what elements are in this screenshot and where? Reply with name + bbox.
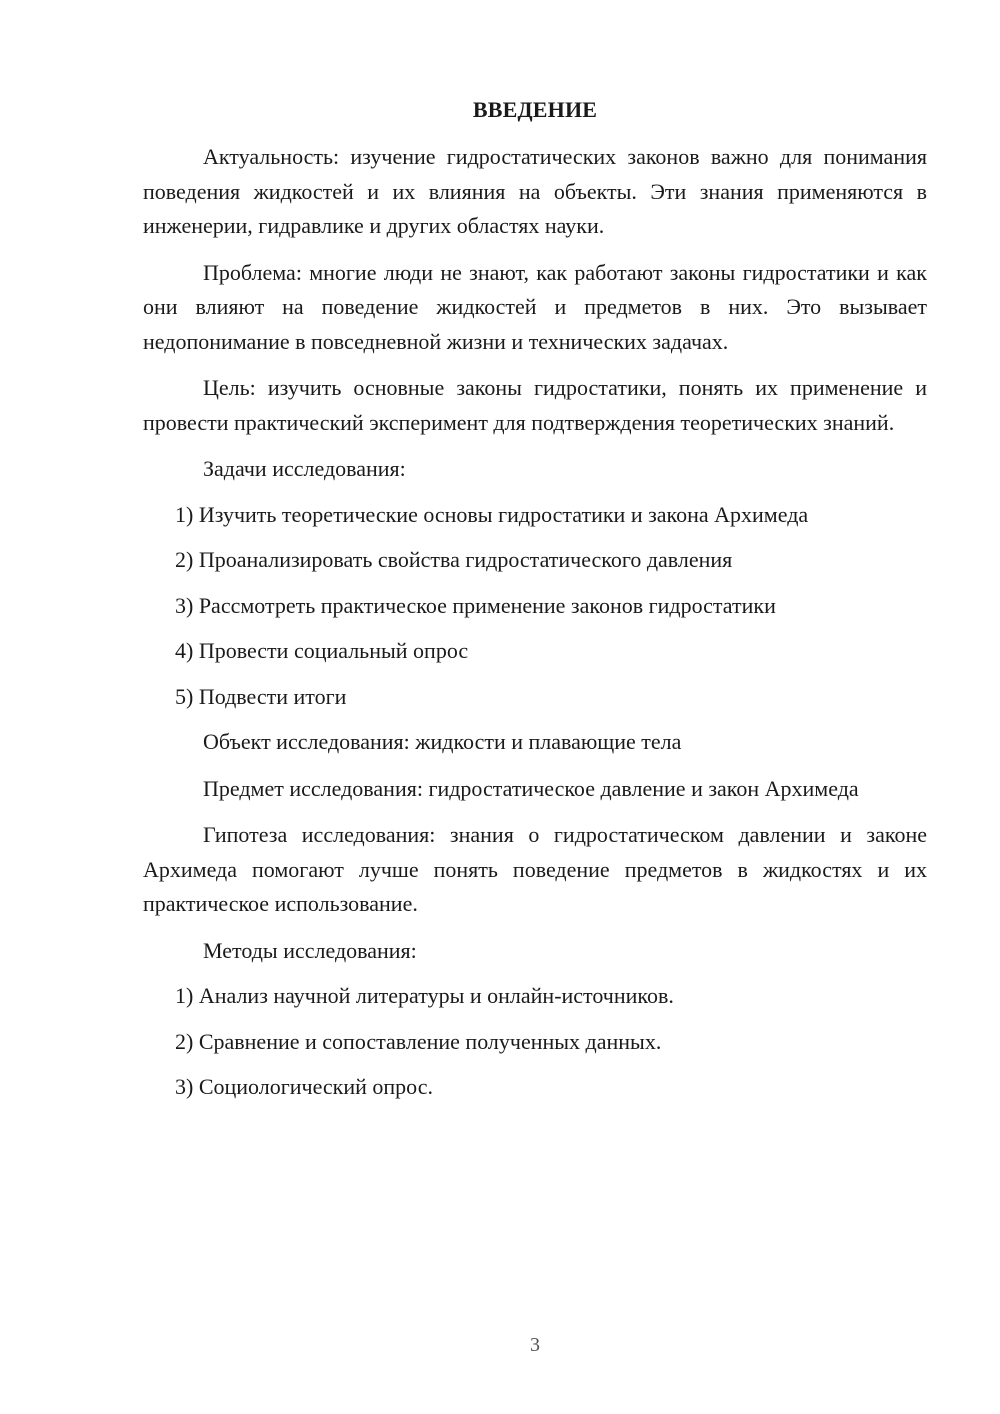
goal-paragraph: Цель: изучить основные законы гидростатики, понять их применение и провести практический эксперимент для подтверждения теоретических знаний. [143,375,927,435]
subject-paragraph: Предмет исследования: гидростатическое давление и закон Архимеда [203,775,859,801]
list-item: 3) Рассмотреть практическое применение законов гидростатики [175,592,776,618]
problem-paragraph: Проблема: многие люди не знают, как работают законы гидростатики и как они влияют на поведение жидкостей и предметов в них. Это вызывает недопонимание в повседневной жизни и технических задачах. [143,259,927,354]
document-body [143,96,927,1116]
hypothesis-paragraph: Гипотеза исследования: знания о гидростатическом давлении и законе Архимеда помогают лучше понять поведение предметов в жидкостях и их практическое использование. [143,822,927,916]
list-item: 4) Провести социальный опрос [175,638,469,663]
section-title: ВВЕДЕНИЕ [472,97,598,122]
page-number: 3 [530,1334,540,1356]
methods-label: Методы исследования: [203,937,417,963]
list-item: 2) Сравнение и сопоставление полученных данных. [175,1028,662,1054]
list-item: 1) Анализ научной литературы и онлайн-источников. [175,983,674,1008]
list-item: 3) Социологический опрос. [175,1074,433,1099]
list-item: 5) Подвести итоги [175,683,347,709]
tasks-list [143,498,927,715]
relevance-paragraph: Актуальность: изучение гидростатических законов важно для понимания поведения жидкостей и их влияния на объекты. Эти знания применяются в инженерии, гидравлике и других областях науки. [143,144,927,238]
methods-list [143,979,927,1105]
list-item: 1) Изучить теоретические основы гидростатики и закона Архимеда [175,501,809,527]
list-item: 2) Проанализировать свойства гидростатического давления [175,547,733,572]
object-paragraph: Объект исследования: жидкости и плавающие тела [203,729,682,754]
tasks-label: Задачи исследования: [203,456,406,481]
